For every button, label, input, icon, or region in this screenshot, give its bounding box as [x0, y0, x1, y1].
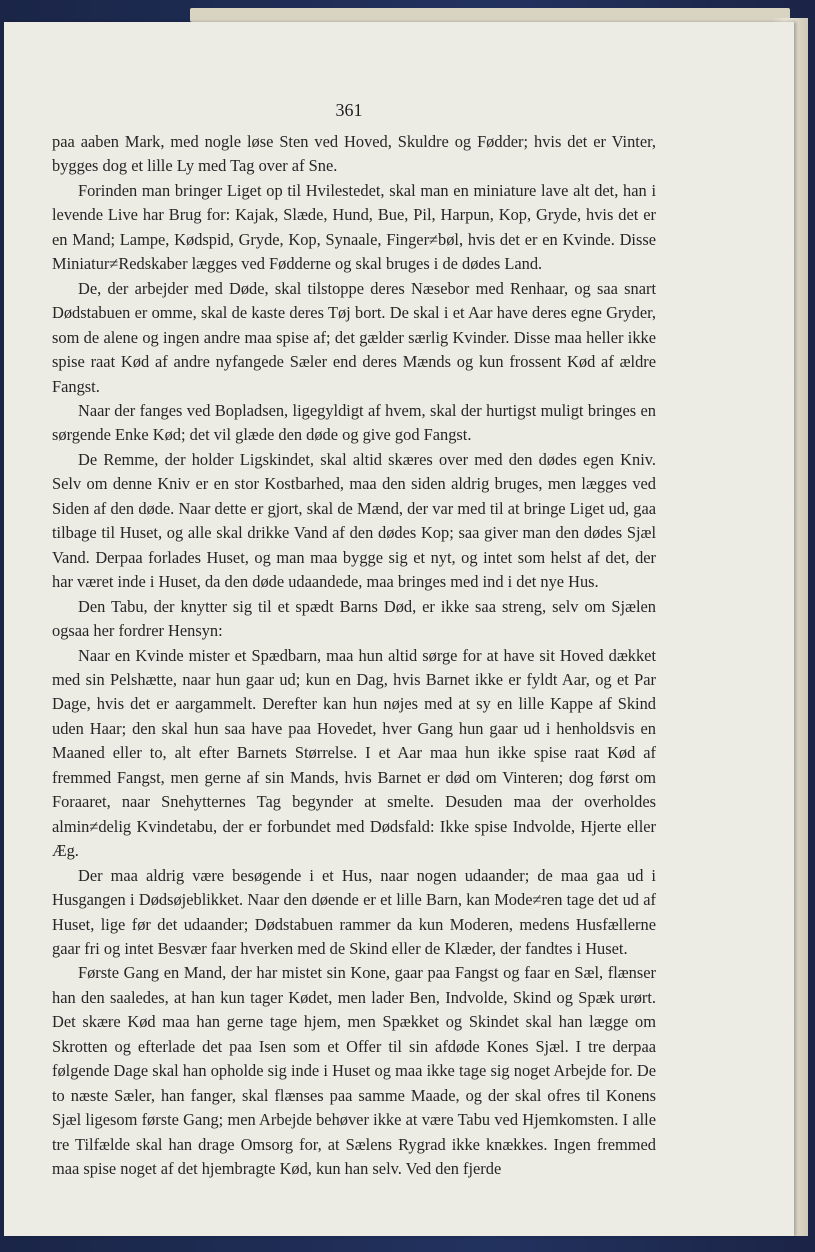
paragraph: De, der arbejder med Døde, skal tilstoppe deres Næsebor med Renhaar, og saa snart Dødstabuen er omme, skal de kaste deres Tøj bort. De skal i et Aar have deres egne Gryder, som de alene og ingen andre maa spise af; det gælder særlig Kvinder. Disse maa heller ikke spise raat Kød af andre nyfangede Sæler end deres Mænds og kun frossent Kød af ældre Fangst.: [52, 278, 656, 396]
page-number: 361: [335, 100, 363, 120]
paragraph: Forinden man bringer Liget op til Hvilestedet, skal man en miniature lave alt det, han i levende Live har Brug for: Kajak, Slæde, Hund, Bue, Pil, Harpun, Kop, Gryde, hvis det er en Mand; Lampe, Kødspid, Gryde, Kop, Synaale, Finger≠bøl, hvis det er en Kvinde. Disse Miniatur≠Redskaber lægges ved Fødderne og skal bruges i de dødes Land.: [52, 180, 656, 274]
paragraph: De Remme, der holder Ligskindet, skal altid skæres over med den dødes egen Kniv. Selv om denne Kniv er en stor Kostbarhed, maa den siden aldrig bruges, men lægges ved Siden af den døde. Naar dette er gjort, skal de Mænd, der var med til at bringe Liget ud, gaa tilbage til Huset, og alle skal drikke Vand af den dødes Kop; saa giver man den dødes Sjæl Vand. Derpaa forlades Huset, og man maa bygge sig et nyt, og intet som helst af det, der har været inde i Huset, da den døde udaandede, maa bringes med ind i det nye Hus.: [52, 449, 656, 592]
paragraph: Der maa aldrig være besøgende i et Hus, naar nogen udaander; de maa gaa ud i Husgangen i Dødsøjeblikket. Naar den døende er et lille Barn, kan Mode≠ren tage det ud af Huset, lige før det udaander; Dødstabuen rammer da kun Moderen, medens Husfællerne gaar fri og intet Besvær faar hverken med de Skind eller de Klæder, der fandtes i Huset.: [52, 865, 656, 958]
paragraph: Naar der fanges ved Bopladsen, ligegyldigt af hvem, skal der hurtigst muligt bringes en sørgende Enke Kød; det vil glæde den døde og give god Fangst.: [52, 400, 656, 445]
paragraph: Den Tabu, der knytter sig til et spædt Barns Død, er ikke saa streng, selv om Sjælen ogsaa her fordrer Hensyn:: [52, 596, 656, 641]
paragraph: paa aaben Mark, med nogle løse Sten ved Hoved, Skuldre og Fødder; hvis det er Vinter, bygges dog et lille Ly med Tag over af Sne.: [52, 132, 656, 176]
book-page: [4, 22, 794, 1236]
paragraph: Første Gang en Mand, der har mistet sin Kone, gaar paa Fangst og faar en Sæl, flænser han den saaledes, at han kun tager Kødet, men lader Ben, Indvolde, Skind og Spæk urørt. Det skære Kød maa han gerne tage hjem, men Spækket og Skindet skal han lægge om Skrotten og efterlade det paa Isen som et Offer til sin afdøde Kones Sjæl. I tre derpaa følgende Dage skal han opholde sig inde i Huset og maa ikke tage sig noget Arbejde for. De to næste Sæler, han fanger, skal flænses paa samme Maade, og der skal ofres til Konens Sjæl ligesom første Gang; men Arbejde behøver ikke at være Tabu ved Hjemkomsten. I alle tre Tilfælde skal han drage Omsorg for, at Sælens Rygrad ikke knækkes. Ingen fremmed maa spise noget af det hjembragte Kød, kun han selv. Ved den fjerde: [52, 963, 656, 1179]
paragraph: Naar en Kvinde mister et Spædbarn, maa hun altid sørge for at have sit Hoved dækket med sin Pelshætte, naar hun gaar ud; kun en Dag, hvis Barnet ikke er fyldt Aar, og et Par Dage, hvis det er aargammelt. Derefter kan hun nøjes med at sy en lille Kappe af Skind uden Haar; den skal hun saa have paa Hovedet, hver Gang hun gaar ud i henholdsvis en Maaned eller to, alt efter Barnets Størrelse. I et Aar maa hun ikke spise raat Kød af fremmed Fangst, men gerne af sin Mands, hvis Barnet er død om Vinteren; dog først om Foraaret, naar Snehytternes Tag begynder at smelte. Desuden maa der overholdes almin≠delig Kvindetabu, der er forbundet med Dødsfald: Ikke spise Indvolde, Hjerte eller Æg.: [52, 645, 656, 861]
body-text: [52, 130, 656, 1181]
adjacent-page-strip: [190, 8, 790, 22]
